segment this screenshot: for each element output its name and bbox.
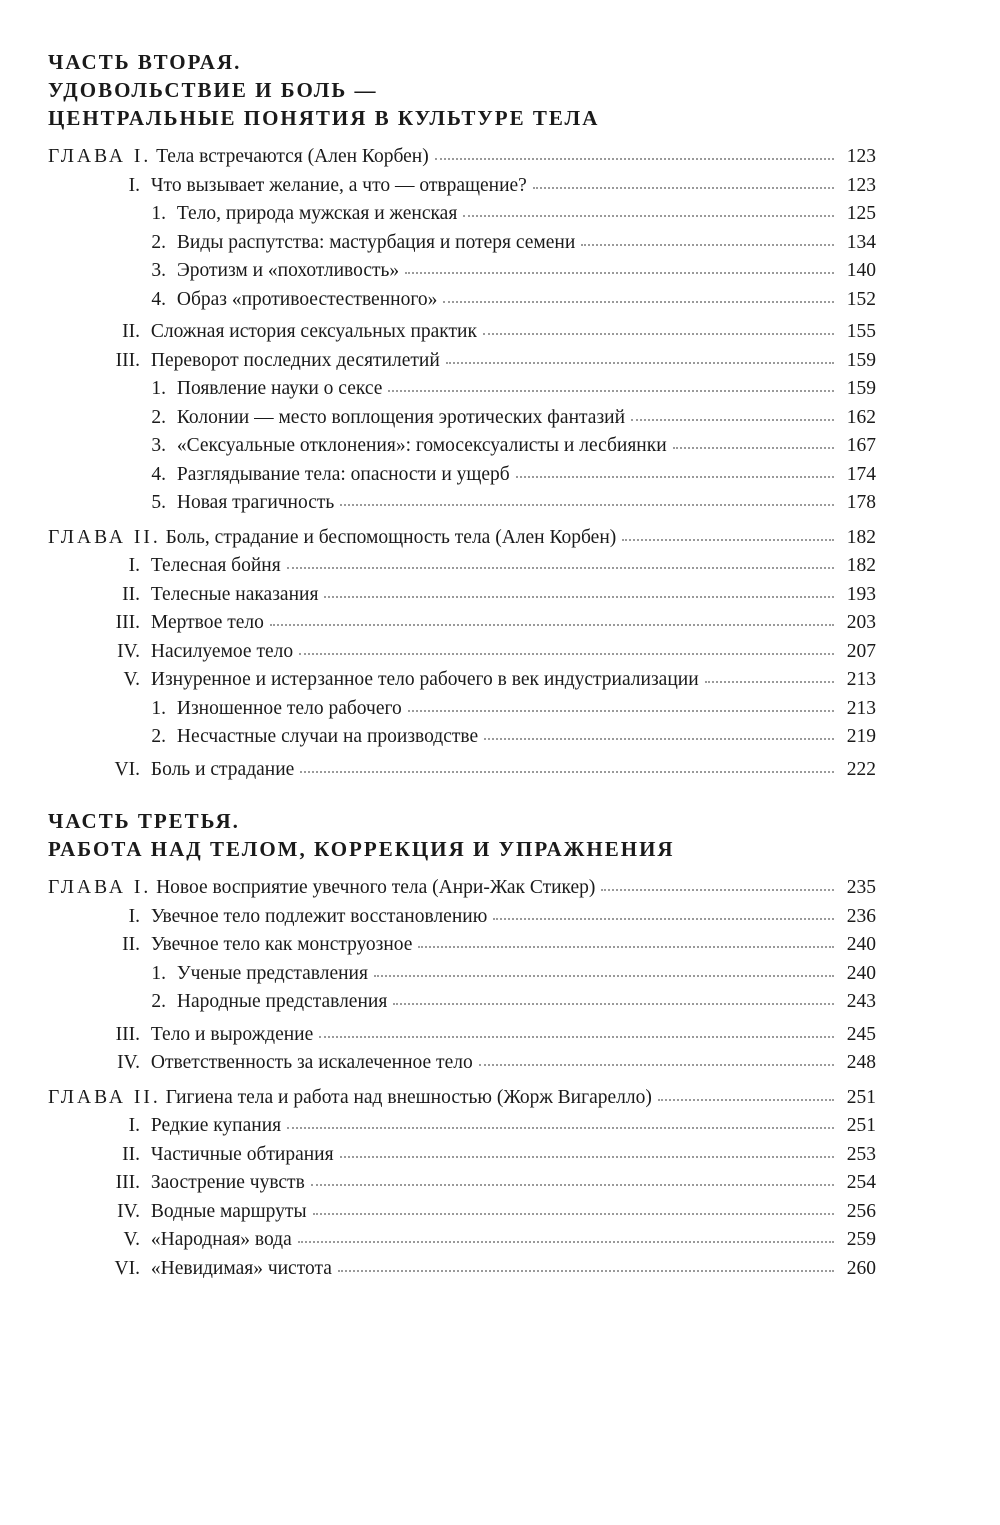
toc-subsection-entry <box>48 285 876 314</box>
entry-label <box>48 1084 652 1113</box>
page-number: 240 <box>846 962 876 984</box>
part-title-line: ЦЕНТРАЛЬНЫЕ ПОНЯТИЯ В КУЛЬТУРЕ ТЕЛА <box>48 106 600 130</box>
part-title <box>48 48 876 132</box>
dot-leader <box>418 930 834 950</box>
dot-leader <box>443 285 834 305</box>
toc-subsection-entry <box>48 199 876 228</box>
toc-subsection-entry <box>48 256 876 285</box>
toc-section-entry <box>48 1225 876 1254</box>
entry-number: 1. <box>151 378 166 399</box>
entry-label <box>48 461 510 490</box>
toc-part <box>48 48 876 783</box>
part-title-line: РАБОТА НАД ТЕЛОМ, КОРРЕКЦИЯ И УПРАЖНЕНИЯ <box>48 837 675 861</box>
page-number: 155 <box>846 321 876 342</box>
entry-label <box>48 666 699 695</box>
page-number: 178 <box>846 492 876 513</box>
dot-leader <box>631 403 834 423</box>
entry-label <box>48 1169 305 1198</box>
dot-leader <box>270 608 834 628</box>
entry-label <box>48 1198 307 1227</box>
entry-number: 2. <box>151 991 166 1012</box>
page-number: 243 <box>846 991 876 1012</box>
entry-number: VI. <box>114 1257 140 1279</box>
entry-title: Новая трагичность <box>176 492 335 513</box>
toc-page <box>48 48 876 1296</box>
entry-label <box>48 903 487 932</box>
page-number: 251 <box>846 1086 876 1108</box>
toc-section-entry <box>48 1140 876 1169</box>
part-title-line: УДОВОЛЬСТВИЕ И БОЛЬ — <box>48 78 378 102</box>
toc-subsection-entry <box>48 959 876 988</box>
toc-section-entry <box>48 930 876 959</box>
page-number: 182 <box>846 526 876 548</box>
entry-number: 3. <box>151 260 166 281</box>
entry-title: Тело и вырождение <box>150 1023 314 1045</box>
toc-list <box>48 142 876 783</box>
dot-leader <box>311 1168 834 1188</box>
page-number: 193 <box>846 583 876 605</box>
dot-leader <box>313 1197 834 1217</box>
page-number: 174 <box>846 463 876 485</box>
entry-title: Тела встречаются (Ален Корбен) <box>156 146 429 167</box>
page-number: 254 <box>846 1172 876 1193</box>
entry-number: V. <box>123 669 140 690</box>
entry-number: III. <box>115 612 140 633</box>
toc-subsection-entry <box>48 722 876 751</box>
dot-leader <box>673 431 834 451</box>
entry-label <box>48 489 334 518</box>
entry-number: III. <box>115 349 140 371</box>
entry-number: I. <box>128 1115 140 1136</box>
dot-leader <box>658 1083 834 1103</box>
page-number: 213 <box>846 697 876 719</box>
toc-chapter-entry <box>48 523 876 552</box>
dot-leader <box>601 873 834 893</box>
dot-leader <box>484 722 834 742</box>
entry-title: Боль, страдание и беспомощность тела (Ален Корбен) <box>165 526 617 548</box>
part-title-line: ЧАСТЬ ВТОРАЯ. <box>48 50 242 74</box>
entry-label <box>48 143 429 172</box>
page-number: 245 <box>846 1023 876 1045</box>
entry-number: IV. <box>117 1200 140 1222</box>
entry-number: 5. <box>151 492 166 513</box>
dot-leader <box>446 346 834 366</box>
page-number: 134 <box>846 231 876 253</box>
entry-title: Насилуемое тело <box>150 640 294 662</box>
entry-number: III. <box>115 1023 140 1045</box>
part-title-line: ЧАСТЬ ТРЕТЬЯ. <box>48 809 240 833</box>
entry-number: V. <box>123 1229 140 1250</box>
entry-label <box>48 375 382 404</box>
entry-number: ГЛАВА I. <box>48 146 152 167</box>
entry-number: 4. <box>151 463 166 485</box>
entry-number: II. <box>122 1143 140 1165</box>
page-number: 240 <box>846 934 876 955</box>
toc-section-entry <box>48 665 876 694</box>
entry-title: Редкие купания <box>150 1115 282 1136</box>
toc-section-entry <box>48 1168 876 1197</box>
page-number: 203 <box>846 612 876 633</box>
entry-label <box>48 286 437 315</box>
dot-leader <box>463 199 834 219</box>
entry-title: Телесная бойня <box>150 555 281 576</box>
entry-title: Новое восприятие увечного тела (Анри-Жак Стикер) <box>156 877 596 898</box>
entry-label <box>48 318 477 347</box>
toc-section-entry <box>48 637 876 666</box>
dot-leader <box>374 959 834 979</box>
toc-section-entry <box>48 346 876 375</box>
entry-label <box>48 1049 473 1078</box>
entry-number: VI. <box>114 758 140 780</box>
entry-label <box>48 432 667 461</box>
entry-label <box>48 552 281 581</box>
entry-number: IV. <box>117 640 140 662</box>
dot-leader <box>516 460 834 480</box>
entry-label <box>48 695 402 724</box>
entry-title: Ученые представления <box>176 962 368 984</box>
toc-chapter-entry <box>48 873 876 902</box>
page-number: 162 <box>846 406 876 428</box>
entry-title: Несчастные случаи на производстве <box>176 726 479 747</box>
toc-section-entry <box>48 171 876 200</box>
entry-label <box>48 756 294 785</box>
entry-title: Гигиена тела и работа над внешностью (Жорж Вигарелло) <box>165 1086 652 1108</box>
entry-title: Изношенное тело рабочего <box>176 697 402 719</box>
entry-label <box>48 723 478 752</box>
toc-section-entry <box>48 1254 876 1283</box>
toc-subsection-entry <box>48 694 876 723</box>
entry-title: «Невидимая» чистота <box>150 1257 332 1279</box>
entry-title: Изнуренное и истерзанное тело рабочего в век индустриализации <box>150 669 699 690</box>
dot-leader <box>300 755 834 775</box>
page-number: 159 <box>846 378 876 399</box>
entry-number: 1. <box>151 203 166 224</box>
dot-leader <box>493 902 834 922</box>
page-number: 251 <box>846 1115 876 1136</box>
entry-label <box>48 874 595 903</box>
entry-number: IV. <box>117 1052 140 1073</box>
toc-subsection-entry <box>48 460 876 489</box>
page-number: 235 <box>846 877 876 898</box>
entry-number: 3. <box>151 435 166 456</box>
entry-number: II. <box>122 934 140 955</box>
entry-number: 2. <box>151 726 166 747</box>
page-number: 123 <box>846 174 876 196</box>
entry-label <box>48 609 264 638</box>
entry-title: Разглядывание тела: опасности и ущерб <box>176 463 510 485</box>
entry-number: I. <box>128 555 140 576</box>
entry-number: 2. <box>151 231 166 253</box>
dot-leader <box>483 317 834 337</box>
toc-subsection-entry <box>48 488 876 517</box>
toc-section-entry <box>48 1111 876 1140</box>
page-number: 256 <box>846 1200 876 1222</box>
dot-leader <box>340 488 834 508</box>
entry-label <box>48 524 616 553</box>
entry-number: ГЛАВА I. <box>48 877 152 898</box>
entry-label <box>48 638 293 667</box>
entry-title: Ответственность за искалеченное тело <box>150 1052 473 1073</box>
dot-leader <box>393 987 834 1007</box>
dot-leader <box>622 523 834 543</box>
dot-leader <box>287 551 834 571</box>
entry-label <box>48 347 440 376</box>
entry-number: I. <box>128 174 140 196</box>
entry-label <box>48 172 527 201</box>
dot-leader <box>340 1140 834 1160</box>
page-number: 167 <box>846 435 876 456</box>
page-number: 260 <box>846 1257 876 1279</box>
entry-label <box>48 1021 313 1050</box>
entry-label <box>48 1255 332 1284</box>
toc-section-entry <box>48 580 876 609</box>
entry-number: II. <box>122 583 140 605</box>
toc-section-entry <box>48 1048 876 1077</box>
toc-section-entry <box>48 1020 876 1049</box>
entry-label <box>48 1112 281 1141</box>
toc-section-entry <box>48 755 876 784</box>
toc-list <box>48 873 876 1282</box>
page-number: 248 <box>846 1052 876 1073</box>
page-number: 253 <box>846 1143 876 1165</box>
entry-title: Эротизм и «похотливость» <box>176 260 400 281</box>
entry-title: Народные представления <box>176 991 388 1012</box>
toc-section-entry <box>48 551 876 580</box>
entry-title: Тело, природа мужская и женская <box>176 203 458 224</box>
entry-title: Боль и страдание <box>150 758 295 780</box>
entry-title: Телесные наказания <box>150 583 319 605</box>
toc-chapter-entry <box>48 1083 876 1112</box>
dot-leader <box>705 665 834 685</box>
dot-leader <box>408 694 834 714</box>
dot-leader <box>338 1254 834 1274</box>
entry-title: «Сексуальные отклонения»: гомосексуалисты и лесбиянки <box>176 435 667 456</box>
entry-number: III. <box>115 1172 140 1193</box>
entry-label <box>48 257 399 286</box>
toc-subsection-entry <box>48 431 876 460</box>
part-title <box>48 807 876 863</box>
dot-leader <box>533 171 834 191</box>
page-number: 123 <box>846 146 876 167</box>
page-number: 152 <box>846 288 876 310</box>
dot-leader <box>324 580 834 600</box>
entry-title: Сложная история сексуальных практик <box>150 321 477 342</box>
dot-leader <box>479 1048 834 1068</box>
toc-subsection-entry <box>48 228 876 257</box>
entry-title: «Народная» вода <box>150 1229 292 1250</box>
page-number: 236 <box>846 905 876 927</box>
entry-label <box>48 229 575 258</box>
toc-subsection-entry <box>48 987 876 1016</box>
dot-leader <box>299 637 834 657</box>
entry-title: Виды распутства: мастурбация и потеря семени <box>176 231 576 253</box>
dot-leader <box>287 1111 834 1131</box>
entry-number: ГЛАВА II. <box>48 1086 161 1108</box>
entry-number: 1. <box>151 697 166 719</box>
entry-title: Появление науки о сексе <box>176 378 383 399</box>
toc-section-entry <box>48 1197 876 1226</box>
entry-number: II. <box>122 321 140 342</box>
entry-label <box>48 1141 334 1170</box>
toc-part <box>48 807 876 1282</box>
page-number: 219 <box>846 726 876 747</box>
entry-title: Увечное тело как монструозное <box>150 934 413 955</box>
entry-label <box>48 200 457 229</box>
toc-section-entry <box>48 902 876 931</box>
toc-section-entry <box>48 317 876 346</box>
entry-title: Заострение чувств <box>150 1172 305 1193</box>
entry-title: Что вызывает желание, а что — отвращение? <box>150 174 527 196</box>
page-number: 222 <box>846 758 876 780</box>
entry-title: Водные маршруты <box>150 1200 307 1222</box>
entry-number: 1. <box>151 962 166 984</box>
page-number: 213 <box>846 669 876 690</box>
dot-leader <box>388 374 834 394</box>
entry-number: I. <box>128 905 140 927</box>
entry-title: Переворот последних десятилетий <box>150 349 440 371</box>
toc-section-entry <box>48 608 876 637</box>
page-number: 140 <box>846 260 876 281</box>
entry-number: 4. <box>151 288 166 310</box>
page-number: 182 <box>846 555 876 576</box>
dot-leader <box>405 256 834 276</box>
page-number: 159 <box>846 349 876 371</box>
entry-number: 2. <box>151 406 166 428</box>
entry-title: Колонии — место воплощения эротических фантазий <box>176 406 626 428</box>
entry-label <box>48 988 387 1017</box>
toc-subsection-entry <box>48 403 876 432</box>
page-number: 207 <box>846 640 876 662</box>
dot-leader <box>319 1020 834 1040</box>
entry-label <box>48 404 625 433</box>
entry-label <box>48 960 368 989</box>
entry-title: Мертвое тело <box>150 612 264 633</box>
dot-leader <box>581 228 834 248</box>
entry-label <box>48 1226 292 1255</box>
entry-title: Образ «противоестественного» <box>176 288 438 310</box>
toc-subsection-entry <box>48 374 876 403</box>
dot-leader <box>298 1225 834 1245</box>
toc-chapter-entry <box>48 142 876 171</box>
entry-label <box>48 931 412 960</box>
page-number: 125 <box>846 203 876 224</box>
entry-title: Увечное тело подлежит восстановлению <box>150 905 488 927</box>
entry-label <box>48 581 318 610</box>
dot-leader <box>435 142 834 162</box>
entry-number: ГЛАВА II. <box>48 526 161 548</box>
entry-title: Частичные обтирания <box>150 1143 334 1165</box>
page-number: 259 <box>846 1229 876 1250</box>
